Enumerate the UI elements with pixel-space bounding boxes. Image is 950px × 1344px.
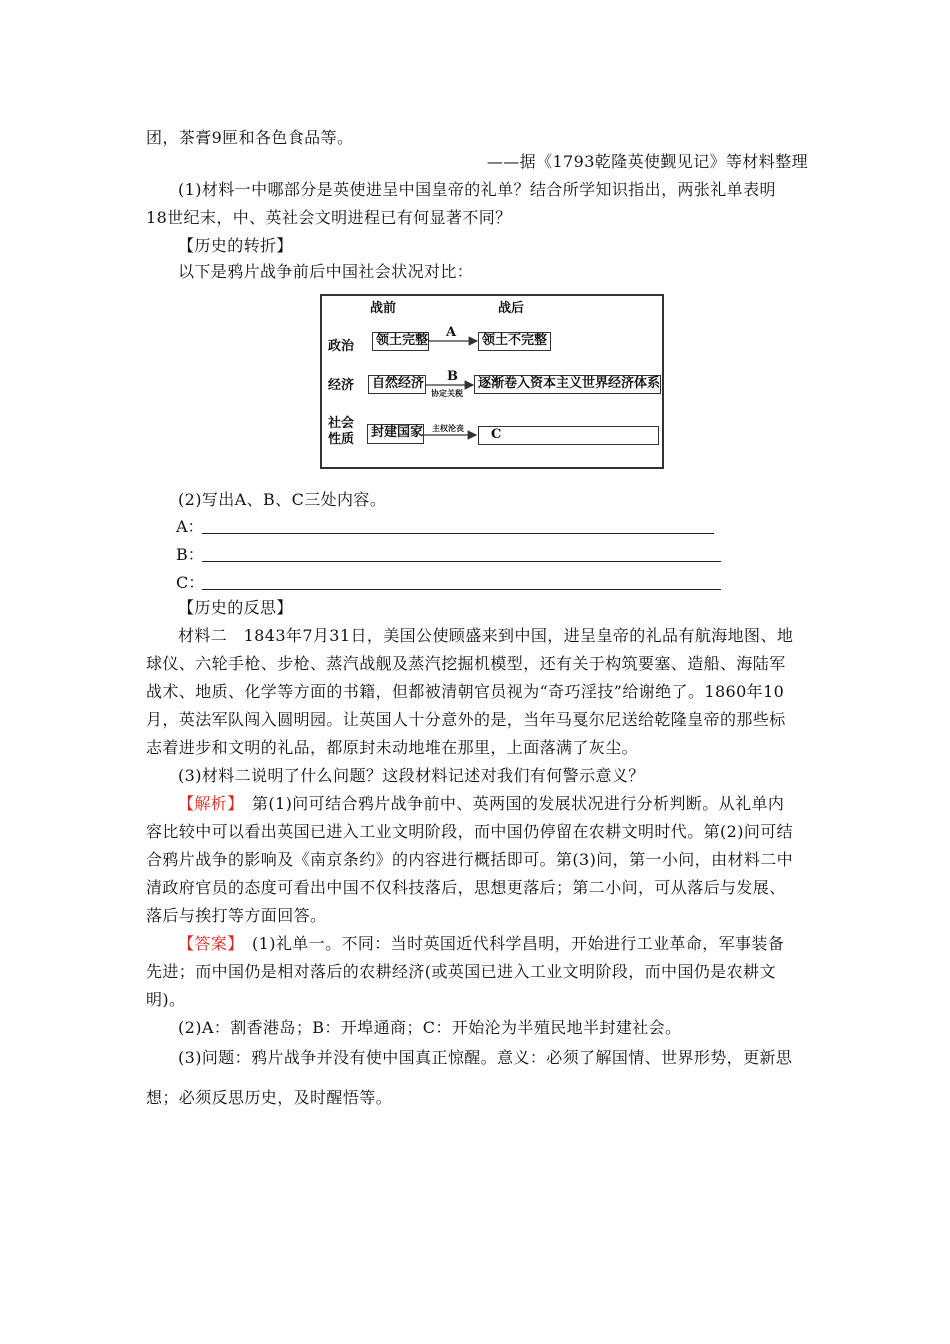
answer-line: (3)问题：鸦片战争并没有使中国真正惊醒。意义：必须了解国情、世界形势，更新思 xyxy=(178,1048,793,1067)
blank-label-a: A： xyxy=(176,517,204,536)
comparison-diagram xyxy=(320,294,664,469)
question-1-line: (1)材料一中哪部分是英使进呈中国皇帝的礼单？结合所学知识指出，两张礼单表明 xyxy=(178,180,776,199)
arrow-label-tariff: 协定关税 xyxy=(431,388,463,398)
section-heading: 【历史的反思】 xyxy=(178,598,293,617)
answer-tag: 【答案】 xyxy=(178,934,236,953)
answer-line-c[interactable] xyxy=(202,589,721,590)
row-label-nature: 性质 xyxy=(328,432,355,447)
answer-line: 明)。 xyxy=(146,990,186,1009)
box-world-system: 逐渐卷入资本主义世界经济体系 xyxy=(474,375,661,394)
answer-line: 想；必须反思历史，及时醒悟等。 xyxy=(146,1088,393,1107)
answer-line-a[interactable] xyxy=(202,533,714,534)
row-label-society: 社会 xyxy=(328,416,355,431)
material-2-line: 材料二 1843年7月31日，美国公使顾盛来到中国，进呈皇帝的礼品有航海地图、地 xyxy=(178,626,794,645)
question-3: (3)材料二说明了什么问题？这段材料记述对我们有何警示意义？ xyxy=(178,766,645,785)
arrow-label-b: B xyxy=(447,369,458,384)
blank-label-c: C： xyxy=(176,573,205,592)
material-2-line: 月，英法军队闯入圆明园。让英国人十分意外的是，当年马戛尔尼送给乾隆皇帝的那些标 xyxy=(146,710,786,729)
answer-text: (1)礼单一。不同：当时英国近代科学昌明，开始进行工业革命，军事装备 xyxy=(235,934,785,953)
blank-label-b: B： xyxy=(176,545,204,564)
box-territory-broken: 领土不完整 xyxy=(478,332,551,351)
analysis-tag: 【解析】 xyxy=(178,794,236,813)
material-2-line: 球仪、六轮手枪、步枪、蒸汽战舰及蒸汽挖掘机模型，还有关于构筑要塞、造船、海陆军 xyxy=(146,654,786,673)
intro-text: 以下是鸦片战争前后中国社会状况对比： xyxy=(178,262,474,281)
arrow-label-a: A xyxy=(446,325,457,340)
analysis-line xyxy=(178,794,808,814)
answer-line xyxy=(178,934,808,954)
row-label-politics: 政治 xyxy=(328,339,355,354)
box-natural-economy: 自然经济 xyxy=(368,375,426,394)
box-c: C xyxy=(478,426,659,445)
answer-line: (2)A：割香港岛；B：开埠通商；C：开始沦为半殖民地半封建社会。 xyxy=(178,1018,682,1037)
analysis-line: 容比较中可以看出英国已进入工业文明阶段，而中国仍停留在农耕文明时代。第(2)问可结 xyxy=(146,822,794,841)
header-before: 战前 xyxy=(370,301,397,316)
analysis-line: 落后与挨打等方面回答。 xyxy=(146,906,327,925)
text-line: 团，茶膏9匣和各色食品等。 xyxy=(146,128,354,147)
box-feudal-state: 封建国家 xyxy=(367,424,424,444)
header-after: 战后 xyxy=(498,301,525,316)
material-2-line: 志着进步和文明的礼品，都原封未动地堆在那里，上面落满了灰尘。 xyxy=(146,738,639,757)
box-territory-full: 领土完整 xyxy=(372,332,429,351)
analysis-text: 第(1)问可结合鸦片战争前中、英两国的发展状况进行分析判断。从礼单内 xyxy=(235,794,785,813)
analysis-line: 清政府官员的态度可看出中国不仅科技落后，思想更落后；第二小问，可从落后与发展、 xyxy=(146,878,786,897)
analysis-line: 合鸦片战争的影响及《南京条约》的内容进行概括即可。第(3)问，第一小问，由材料二中 xyxy=(146,850,794,869)
answer-line: 先进；而中国仍是相对落后的农耕经济(或英国已进入工业文明阶段，而中国仍是农耕文 xyxy=(146,962,776,981)
section-heading: 【历史的转折】 xyxy=(178,236,293,255)
question-1-line: 18世纪末，中、英社会文明进程已有何显著不同？ xyxy=(146,208,512,227)
material-2-line: 战术、地质、化学等方面的书籍，但都被清朝官员视为“奇巧淫技”给谢绝了。1860年10 xyxy=(146,682,785,701)
source-citation: ——据《1793乾隆英使觐见记》等材料整理 xyxy=(486,152,808,171)
answer-line-b[interactable] xyxy=(202,561,721,562)
arrow-label-sovereignty: 主权沦丧 xyxy=(432,423,464,433)
question-2: (2)写出A、B、C三处内容。 xyxy=(178,490,387,509)
row-label-economy: 经济 xyxy=(328,378,355,393)
